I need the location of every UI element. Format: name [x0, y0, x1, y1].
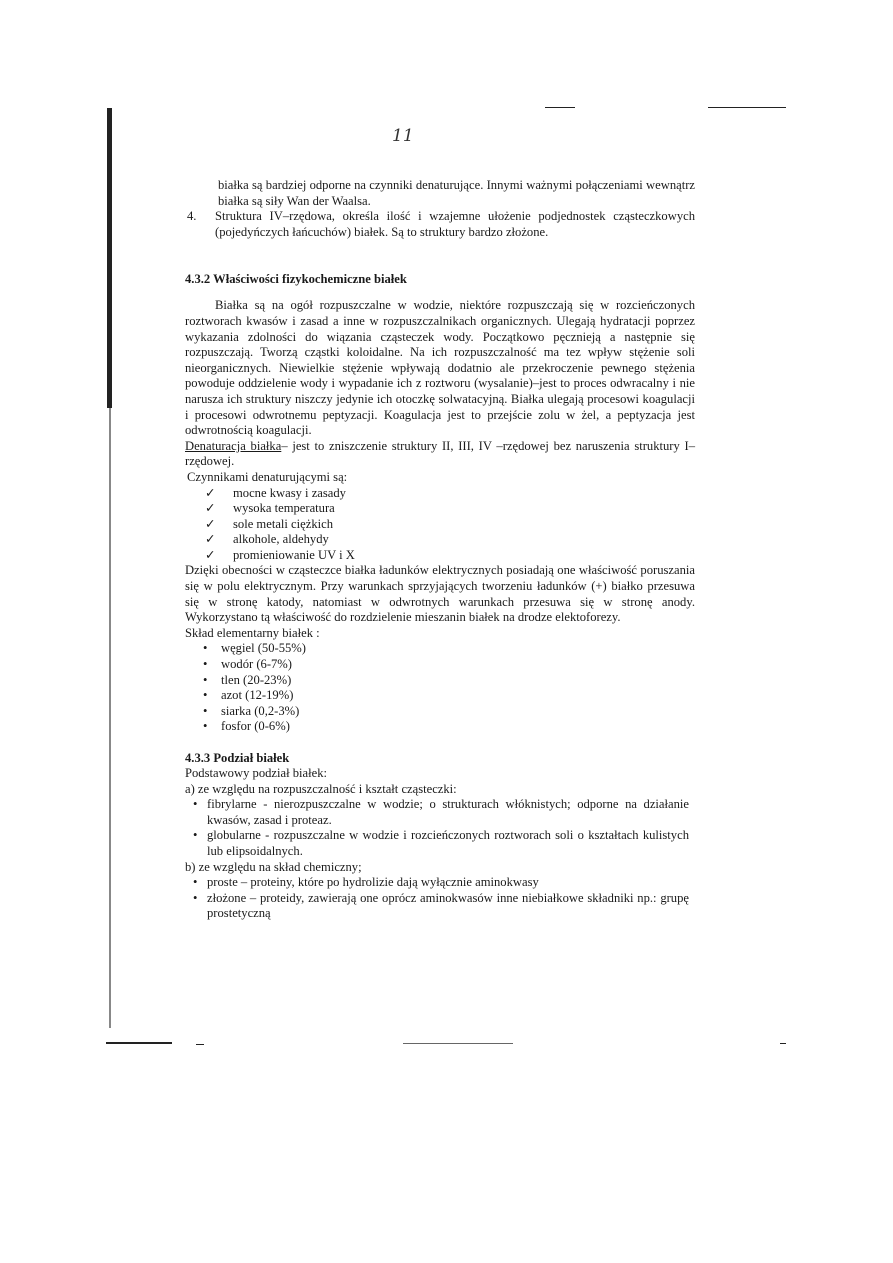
scan-top-line-left [545, 107, 575, 108]
bullet-icon: • [203, 688, 208, 703]
classification-a-list [185, 797, 695, 859]
bullet-icon: • [193, 890, 198, 905]
bullet-icon: • [203, 641, 208, 656]
list-item: • wodór (6-7%) [203, 657, 292, 672]
denaturation-definition: – jest to zniszczenie struktury II, III, IV –rzędowej bez naruszenia struktury I–rzędowej. [185, 438, 695, 469]
list-item: • proste – proteiny, które po hydrolizie dają wyłącznie aminokwasy [193, 875, 539, 890]
list-item: ✓ promieniowanie UV i X [205, 547, 355, 562]
bullet-icon: • [193, 797, 198, 812]
scan-top-line-right [708, 107, 786, 108]
checkmark-icon: ✓ [205, 516, 216, 531]
classification-a-label: a) ze względu na rozpuszczalność i kształt cząsteczki: [185, 781, 457, 796]
item-number: 4. [187, 209, 197, 224]
list-item: • fibrylarne - nierozpuszczalne w wodzie; o strukturach włóknistych; odporne na działanie kwasów, zasad i proteaz. [193, 797, 689, 827]
scan-left-edge-bar [107, 108, 112, 408]
composition-intro: Skład elementarny białek : [185, 625, 320, 640]
paragraph-electrophoresis: Dzięki obecności w cząsteczce białka ładunków elektrycznych posiadają one właściwość poruszania się w polu elektrycznym. Przy warunkach sprzyjających tworzeniu ładunków (+) białko przesuwa się w stronę katody, natomiast w odwrotnych warunkach przesuwa się w stronę anody. Wykorzystano tą właściwość do rozdzielenie mieszanin białek na drodze elektoforezy. [185, 563, 695, 625]
list-item: ✓ sole metali ciężkich [205, 516, 334, 531]
classification-b-list [185, 875, 695, 922]
classification-intro: Podstawowy podział białek: [185, 766, 328, 780]
classification-b-label: b) ze względu na skład chemiczny; [185, 859, 362, 874]
list-item: ✓ mocne kwasy i zasady [205, 485, 346, 500]
checkmark-icon: ✓ [205, 501, 216, 516]
bullet-icon: • [193, 875, 198, 890]
scan-bottom-tick-left [196, 1044, 204, 1045]
numbered-item-4 [185, 209, 695, 240]
bullet-icon: • [193, 828, 198, 843]
list-item: • siarka (0,2-3%) [203, 703, 300, 718]
section-heading-433: 4.3.3 Podział białek [185, 751, 290, 765]
scan-bottom-line-left [106, 1042, 172, 1044]
list-item: • tlen (20-23%) [203, 672, 292, 687]
section-heading-432: 4.3.2 Właściwości fizykochemiczne białek [185, 272, 407, 287]
list-item: • węgiel (50-55%) [203, 641, 306, 656]
scan-bottom-tick-right [780, 1043, 786, 1044]
bullet-icon: • [203, 703, 208, 718]
item-text: Struktura IV–rzędowa, określa ilość i wzajemne ułożenie podjednostek cząsteczkowych (pojedyńczych łańcuchów) białek. Są to struktury bardzo złożone. [215, 209, 695, 239]
list-item: • azot (12-19%) [203, 688, 294, 703]
list-item: • globularne - rozpuszczalne w wodzie i rozcieńczonych roztworach soli o kształtach kulistych lub elipsoidalnych. [193, 828, 689, 858]
paragraph-continuation: białka są bardziej odporne na czynniki denaturujące. Innymi ważnymi połączeniami wewnątrz białka są siły Wan der Waalsa. [218, 178, 695, 208]
bullet-icon: • [203, 657, 208, 672]
denaturation-term: Denaturacja białka [185, 438, 282, 453]
elemental-composition-list [185, 641, 695, 735]
page-number: 11 [392, 126, 414, 146]
list-item: • złożone – proteidy, zawierają one oprócz aminokwasów inne niebiałkowe składniki np.: grupę prostetyczną [193, 890, 689, 921]
scan-left-edge-bar-lower [109, 408, 111, 1028]
document-body [185, 178, 695, 922]
scan-bottom-line-mid [403, 1043, 513, 1044]
bullet-icon: • [203, 672, 208, 687]
checkmark-icon: ✓ [205, 547, 216, 562]
checkmark-icon: ✓ [205, 485, 216, 500]
factors-intro: Czynnikami denaturującymi są: [187, 469, 348, 484]
list-item: ✓ wysoka temperatura [205, 501, 335, 516]
paragraph-properties: Białka są na ogół rozpuszczalne w wodzie, niektóre rozpuszczają się w rozcieńczonych roztworach kwasów i zasad a inne w rozpuszczalnikach organicznych. Ulegają hydratacji poprzez wykazania zdolności do wiązania cząsteczek wody. Początkowo pęcznieją a następnie się rozpuszczają. Tworzą cząstki koloidalne. Na ich rozpuszczalność ma tez wpływ stężenie soli nieorganicznych. Niewielkie stężenie wpływają dodatnio ale przekroczenie pewnego stężenia powoduje oddzielenie wody i wypadanie ich z roztworu (wysalanie)–jest to proces odwracalny i nie narusza ich struktury niszczy jedynie ich otoczkę solwatacyjną. Białka ulegają procesowi koagulacji i procesowi odwrotnemu peptyzacji. Koagulacja jest to przejście zolu w żel, a peptyzacja jest odwrotnością koagulacji. [185, 298, 695, 438]
denaturing-factors-list [185, 486, 695, 564]
list-item: ✓ alkohole, aldehydy [205, 532, 329, 547]
paragraph-denaturation [185, 439, 695, 470]
list-item: • fosfor (0-6%) [203, 719, 290, 734]
checkmark-icon: ✓ [205, 532, 216, 547]
bullet-icon: • [203, 719, 208, 734]
